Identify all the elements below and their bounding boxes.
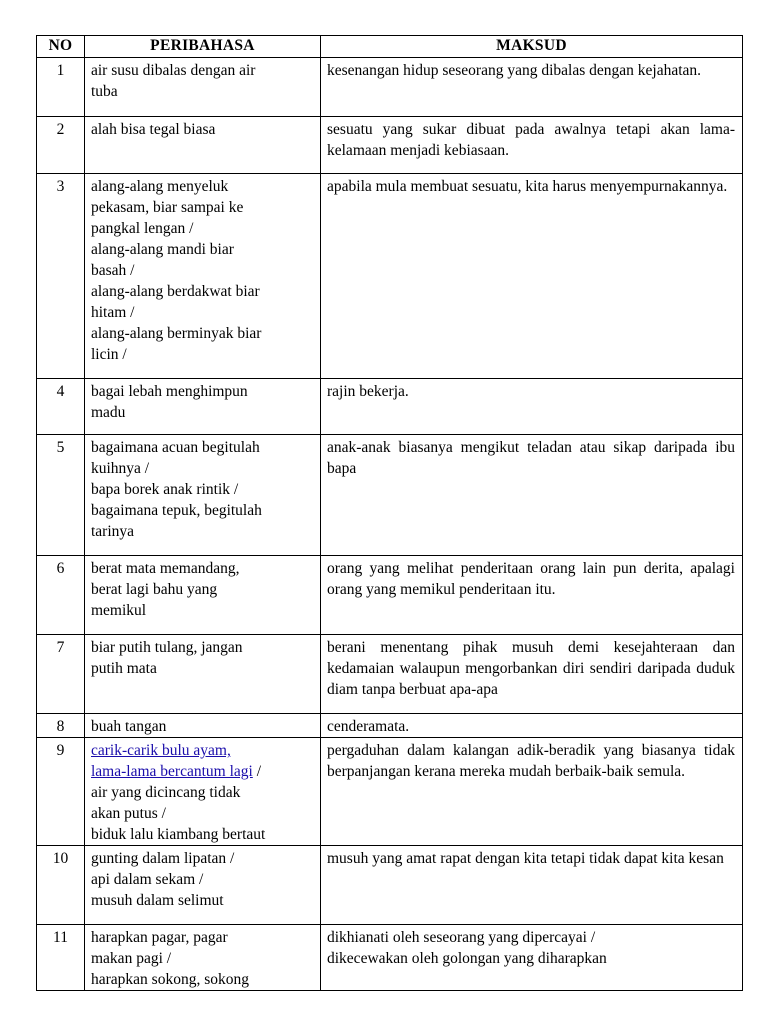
peribahasa-line: memikul	[91, 602, 147, 619]
row-number: 1	[37, 58, 85, 117]
row-number: 6	[37, 556, 85, 635]
maksud-cell: musuh yang amat rapat dengan kita tetapi tidak dapat kita kesan	[321, 846, 743, 925]
row-number: 9	[37, 738, 85, 846]
table-row	[37, 714, 743, 738]
row-number: 8	[37, 714, 85, 738]
peribahasa-line: madu	[91, 404, 126, 421]
peribahasa-line: bapa borek anak rintik /	[91, 481, 239, 498]
table-row	[37, 556, 743, 635]
row-number: 11	[37, 925, 85, 991]
maksud-cell: cenderamata.	[321, 714, 743, 738]
row-number: 3	[37, 174, 85, 379]
peribahasa-cell	[85, 556, 321, 635]
peribahasa-line: basah /	[91, 262, 135, 279]
peribahasa-cell	[85, 635, 321, 714]
peribahasa-line: berat mata memandang,	[91, 560, 240, 577]
maksud-cell: sesuatu yang sukar dibuat pada awalnya tetapi akan lama-kelamaan menjadi kebiasaan.	[321, 117, 743, 174]
peribahasa-line: pekasam, biar sampai ke	[91, 199, 244, 216]
peribahasa-table	[36, 35, 743, 991]
peribahasa-line: berat lagi bahu yang	[91, 581, 218, 598]
peribahasa-cell	[85, 846, 321, 925]
table-row	[37, 174, 743, 379]
header-no: NO	[37, 36, 85, 58]
row-number: 10	[37, 846, 85, 925]
peribahasa-line: tarinya	[91, 523, 135, 540]
peribahasa-line: buah tangan	[91, 718, 167, 735]
table-header-row	[37, 36, 743, 58]
peribahasa-line: air yang dicincang tidak	[91, 784, 241, 801]
maksud-cell: rajin bekerja.	[321, 379, 743, 435]
peribahasa-cell	[85, 435, 321, 556]
row-number: 4	[37, 379, 85, 435]
peribahasa-cell	[85, 58, 321, 117]
peribahasa-line: air susu dibalas dengan air	[91, 62, 256, 79]
peribahasa-line: tuba	[91, 83, 118, 100]
header-peribahasa: PERIBAHASA	[85, 36, 321, 58]
peribahasa-cell	[85, 714, 321, 738]
maksud-cell	[321, 925, 743, 991]
peribahasa-cell	[85, 117, 321, 174]
peribahasa-line: alang-alang berdakwat biar	[91, 283, 260, 300]
peribahasa-line: musuh dalam selimut	[91, 892, 224, 909]
table-row	[37, 738, 743, 846]
maksud-line: dikecewakan oleh golongan yang diharapkan	[327, 950, 607, 967]
peribahasa-cell	[85, 174, 321, 379]
peribahasa-link[interactable]: carik-carik bulu ayam,	[91, 742, 231, 759]
table-row	[37, 925, 743, 991]
peribahasa-cell	[85, 738, 321, 846]
peribahasa-cell	[85, 379, 321, 435]
peribahasa-line: alah bisa tegal biasa	[91, 121, 216, 138]
table-row	[37, 117, 743, 174]
peribahasa-line: biduk lalu kiambang bertaut	[91, 826, 266, 843]
row-number: 2	[37, 117, 85, 174]
peribahasa-line: gunting dalam lipatan /	[91, 850, 235, 867]
row-number: 5	[37, 435, 85, 556]
maksud-cell: pergaduhan dalam kalangan adik-beradik yang biasanya tidak berpanjangan kerana mereka mudah berbaik-baik semula.	[321, 738, 743, 846]
maksud-cell: anak-anak biasanya mengikut teladan atau sikap daripada ibu bapa	[321, 435, 743, 556]
peribahasa-line: alang-alang berminyak biar	[91, 325, 262, 342]
document-page	[36, 35, 742, 991]
table-row	[37, 635, 743, 714]
peribahasa-cell	[85, 925, 321, 991]
peribahasa-separator: /	[252, 763, 261, 780]
peribahasa-line: pangkal lengan /	[91, 220, 194, 237]
peribahasa-line: licin /	[91, 346, 127, 363]
peribahasa-line: harapkan pagar, pagar	[91, 929, 228, 946]
maksud-cell: apabila mula membuat sesuatu, kita harus menyempurnakannya.	[321, 174, 743, 379]
peribahasa-line: biar putih tulang, jangan	[91, 639, 243, 656]
peribahasa-line: bagaimana tepuk, begitulah	[91, 502, 262, 519]
peribahasa-line: akan putus /	[91, 805, 166, 822]
peribahasa-line: bagaimana acuan begitulah	[91, 439, 260, 456]
peribahasa-line: kuihnya /	[91, 460, 150, 477]
peribahasa-line: alang-alang mandi biar	[91, 241, 234, 258]
peribahasa-line: alang-alang menyeluk	[91, 178, 229, 195]
peribahasa-line: bagai lebah menghimpun	[91, 383, 248, 400]
peribahasa-line: hitam /	[91, 304, 135, 321]
header-maksud: MAKSUD	[321, 36, 743, 58]
maksud-cell: kesenangan hidup seseorang yang dibalas dengan kejahatan.	[321, 58, 743, 117]
table-row	[37, 846, 743, 925]
row-number: 7	[37, 635, 85, 714]
peribahasa-line: harapkan sokong, sokong	[91, 971, 249, 988]
table-row	[37, 435, 743, 556]
maksud-cell: berani menentang pihak musuh demi kesejahteraan dan kedamaian walaupun mengorbankan diri sendiri daripada duduk diam tanpa berbuat apa-apa	[321, 635, 743, 714]
peribahasa-link[interactable]: lama-lama bercantum lagi	[91, 763, 253, 780]
maksud-line: dikhianati oleh seseorang yang dipercayai /	[327, 929, 596, 946]
table-row	[37, 379, 743, 435]
table-row	[37, 58, 743, 117]
peribahasa-line: api dalam sekam /	[91, 871, 204, 888]
peribahasa-line: putih mata	[91, 660, 157, 677]
maksud-cell: orang yang melihat penderitaan orang lain pun derita, apalagi orang yang memikul penderitaan itu.	[321, 556, 743, 635]
peribahasa-line: makan pagi /	[91, 950, 172, 967]
